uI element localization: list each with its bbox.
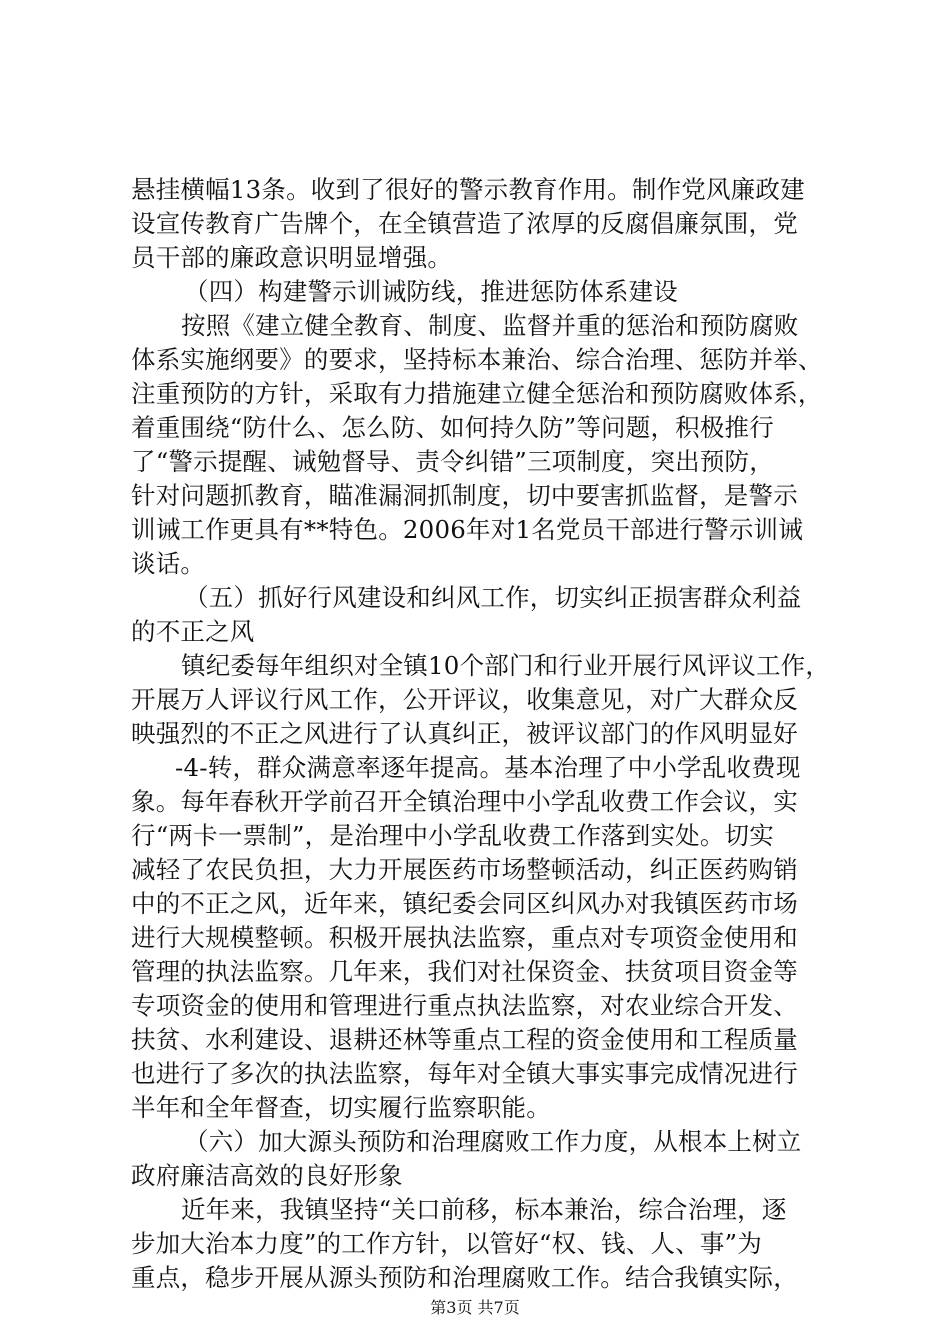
section-heading-6-cont: 政府廉洁高效的良好形象 <box>131 1161 403 1190</box>
body-text-line: 注重预防的方针，采取有力措施建立健全惩治和预防腐败体系， <box>131 379 823 408</box>
body-text-line: 针对问题抓教育，瞄准漏洞抓制度，切中要害抓监督，是警示 <box>131 481 798 510</box>
body-text-line: 开展万人评议行风工作，公开评议，收集意见，对广大群众反 <box>131 685 798 714</box>
body-text-line: 半年和全年督查，切实履行监察职能。 <box>131 1093 551 1122</box>
body-text-line: 减轻了农民负担，大力开展医药市场整顿活动，纠正医药购销 <box>131 855 798 884</box>
body-text-line: 管理的执法监察。几年来，我们对社保资金、扶贫项目资金等 <box>131 957 798 986</box>
section-heading-6: （六）加大源头预防和治理腐败工作力度，从根本上树立 <box>184 1127 802 1156</box>
body-text-line: 映强烈的不正之风进行了认真纠正，被评议部门的作风明显好 <box>131 719 798 748</box>
body-text-line: 近年来，我镇坚持“关口前移，标本兼治，综合治理，逐 <box>181 1195 787 1224</box>
body-text-line: 悬挂横幅13条。收到了很好的警示教育作用。制作党风廉政建 <box>131 175 805 204</box>
body-text-line: 专项资金的使用和管理进行重点执法监察，对农业综合开发、 <box>131 991 798 1020</box>
body-text-line: 了“警示提醒、诫勉督导、责令纠错”三项制度，突出预防， <box>131 447 774 476</box>
body-text-line: 设宣传教育广告牌个，在全镇营造了浓厚的反腐倡廉氛围，党 <box>131 209 798 238</box>
body-text-line: 着重围绕“防什么、怎么防、如何持久防”等问题，积极推行 <box>131 413 774 442</box>
page-number-footer: 第3页 共7页 <box>430 1298 520 1317</box>
body-text-line: 扶贫、水利建设、退耕还林等重点工程的资金使用和工程质量 <box>131 1025 798 1054</box>
body-text-line: 重点，稳步开展从源头预防和治理腐败工作。结合我镇实际， <box>131 1263 798 1292</box>
body-text-line: 谈话。 <box>131 549 206 578</box>
body-text-line: -4-转，群众满意率逐年提高。基本治理了中小学乱收费现 <box>175 753 801 782</box>
body-text-line: 训诫工作更具有**特色。2006年对1名党员干部进行警示训诫 <box>131 515 803 544</box>
body-text-line: 行“两卡一票制”，是治理中小学乱收费工作落到实处。切实 <box>131 821 774 850</box>
section-heading-5: （五）抓好行风建设和纠风工作，切实纠正损害群众利益 <box>184 583 802 612</box>
body-text-line: 按照《建立健全教育、制度、监督并重的惩治和预防腐败 <box>181 311 799 340</box>
section-heading-5-cont: 的不正之风 <box>131 617 255 646</box>
body-text-line: 镇纪委每年组织对全镇10个部门和行业开展行风评议工作， <box>181 651 831 680</box>
body-text-line: 象。每年春秋开学前召开全镇治理中小学乱收费工作会议，实 <box>131 787 798 816</box>
body-text-line: 进行大规模整顿。积极开展执法监察，重点对专项资金使用和 <box>131 923 798 952</box>
body-text-line: 也进行了多次的执法监察，每年对全镇大事实事完成情况进行 <box>131 1059 798 1088</box>
body-text-line: 员干部的廉政意识明显增强。 <box>131 243 453 272</box>
section-heading-4: （四）构建警示训诫防线，推进惩防体系建设 <box>184 277 678 306</box>
body-text-line: 体系实施纲要》的要求，坚持标本兼治、综合治理、惩防并举、 <box>131 345 823 374</box>
body-text-line: 步加大治本力度”的工作方针，以管好“权、钱、人、事”为 <box>131 1229 762 1258</box>
body-text-line: 中的不正之风，近年来，镇纪委会同区纠风办对我镇医药市场 <box>131 889 798 918</box>
